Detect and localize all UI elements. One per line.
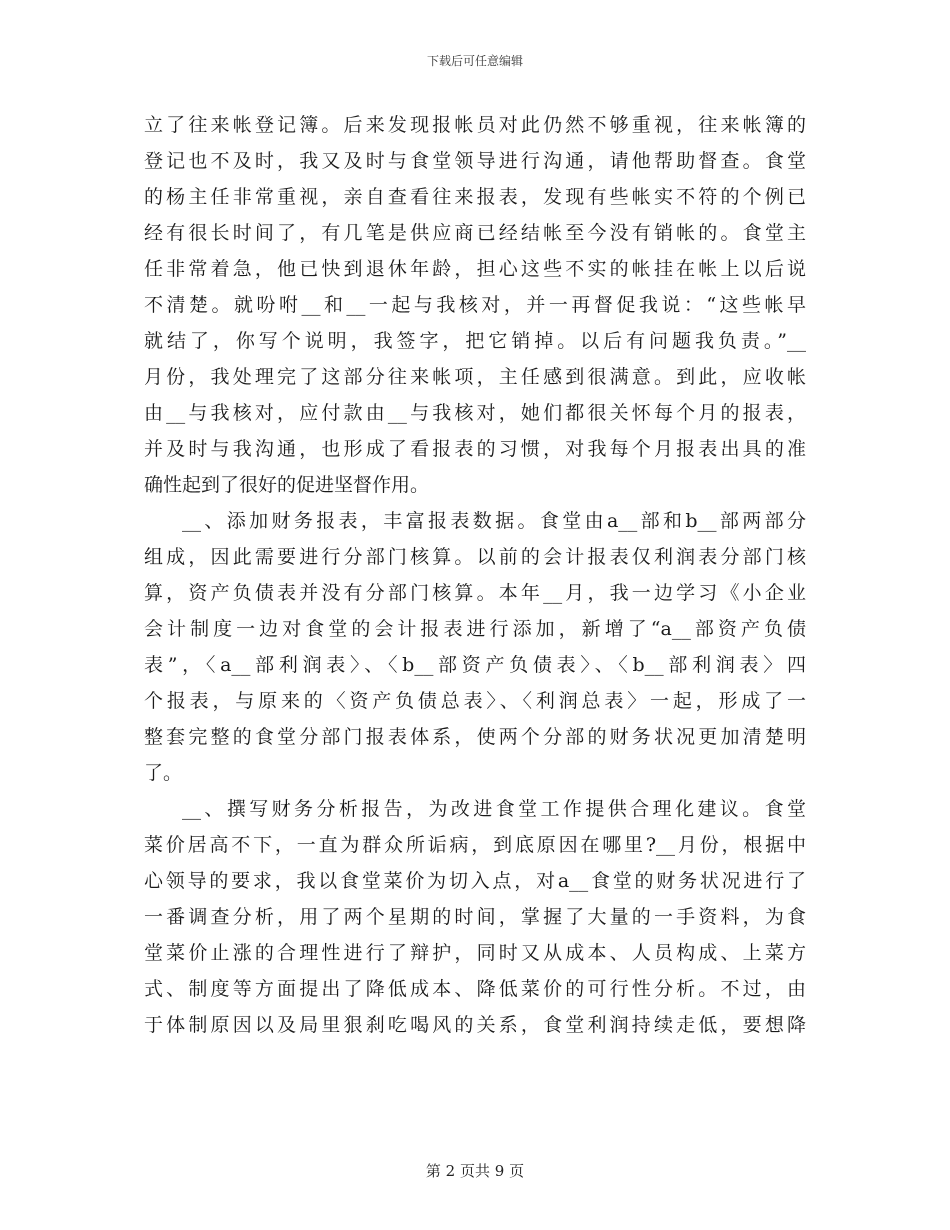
text-line: 菜价居高不下，一直为群众所诟病，到底原因在哪里?__月份，根据中 — [144, 834, 806, 856]
text-line: 表”，〈a__部利润表〉、〈b__部资产负债表〉、〈b__部利润表〉四 — [144, 654, 806, 676]
text-line: 堂菜价止涨的合理性进行了辩护，同时又从成本、人员构成、上菜方 — [144, 942, 806, 964]
text-line: 不清楚。就吩咐__和__一起与我核对，并一再督促我说：“这些帐早 — [144, 294, 806, 316]
text-line: 确性起到了很好的促进坚督作用。 — [144, 474, 430, 496]
text-line: 立了往来帐登记簿。后来发现报帐员对此仍然不够重视，往来帐簿的 — [144, 114, 806, 136]
text-line: 于体制原因以及局里狠刹吃喝风的关系，食堂利润持续走低，要想降 — [144, 1014, 806, 1036]
page-number: 第 2 页共 9 页 — [425, 1162, 525, 1180]
page-header: 下载后可任意编辑 — [426, 54, 523, 68]
text-line: 式、制度等方面提出了降低成本、降低菜价的可行性分析。不过，由 — [144, 978, 806, 1000]
text-line: 一番调查分析，用了两个星期的时间，掌握了大量的一手资料，为食 — [144, 906, 806, 928]
text-line: 整套完整的食堂分部门报表体系，使两个分部的财务状况更加清楚明 — [144, 726, 806, 748]
text-line: 就结了，你写个说明，我签字，把它销掉。以后有问题我负责。”__ — [144, 330, 806, 352]
text-line: 登记也不及时，我又及时与食堂领导进行沟通，请他帮助督查。食堂 — [144, 150, 806, 172]
paragraph-1 — [144, 107, 806, 503]
text-line: 任非常着急，他已快到退休年龄，担心这些不实的帐挂在帐上以后说 — [144, 258, 806, 280]
paragraph-2 — [144, 503, 806, 791]
text-line: __、撰写财务分析报告，为改进食堂工作提供合理化建议。食堂 — [182, 798, 806, 820]
paragraph-3 — [144, 791, 806, 1043]
text-line: 个报表，与原来的〈资产负债总表〉、〈利润总表〉一起，形成了一 — [144, 690, 806, 712]
text-line: 并及时与我沟通，也形成了看报表的习惯，对我每个月报表出具的准 — [144, 438, 806, 460]
document-body — [144, 107, 806, 1043]
text-line: 由__与我核对，应付款由__与我核对，她们都很关怀每个月的报表， — [144, 402, 806, 424]
text-line: __、添加财务报表，丰富报表数据。食堂由a__部和b__部两部分 — [182, 510, 806, 532]
text-line: 经有很长时间了，有几笔是供应商已经结帐至今没有销帐的。食堂主 — [144, 222, 806, 244]
text-line: 会计制度一边对食堂的会计报表进行添加，新增了“a__部资产负债 — [144, 618, 806, 640]
text-line: 算，资产负债表并没有分部门核算。本年__月，我一边学习《小企业 — [144, 582, 806, 604]
text-line: 了。 — [144, 762, 183, 784]
text-line: 月份，我处理完了这部分往来帐项，主任感到很满意。到此，应收帐 — [144, 366, 806, 388]
text-line: 心领导的要求，我以食堂菜价为切入点，对a__食堂的财务状况进行了 — [144, 870, 806, 892]
text-line: 的杨主任非常重视，亲自查看往来报表，发现有些帐实不符的个例已 — [144, 186, 806, 208]
text-line: 组成，因此需要进行分部门核算。以前的会计报表仅利润表分部门核 — [144, 546, 806, 568]
